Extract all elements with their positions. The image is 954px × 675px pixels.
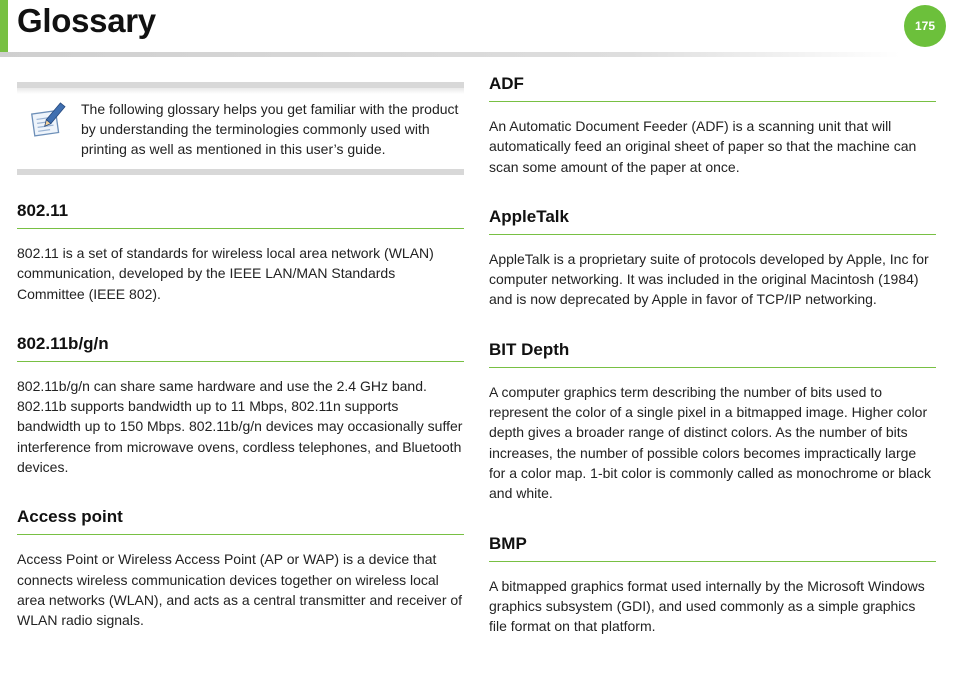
term-heading: BMP <box>489 533 936 562</box>
note-pencil-icon <box>27 100 67 140</box>
term-definition: 802.11b/g/n can share same hardware and use the 2.4 GHz band. 802.11b supports bandwidth up to 11 Mbps, 802.11n supports bandwidth up to 150 Mbps. 802.11b/g/n devices may occasionally suffer interference from microwave ovens, cordless telephones, and Bluetooth devices. <box>17 377 463 476</box>
term-definition: A bitmapped graphics format used internally by the Microsoft Windows graphics subsystem (GDI), and used commonly as a simple graphics file format on that platform. <box>489 577 925 635</box>
term-heading: Access point <box>17 506 464 535</box>
term-definition: Access Point or Wireless Access Point (AP or WAP) is a device that connects wireless communication devices together on wireless local area networks (WLAN), and acts as a central transmitter and receiver of WLAN radio signals. <box>17 551 463 629</box>
left-column <box>17 200 464 631</box>
term-definition: An Automatic Document Feeder (ADF) is a scanning unit that will automatically feed an original sheet of paper so that the machine can scan some amount of the paper at once. <box>489 118 917 175</box>
glossary-entry <box>17 506 464 630</box>
note-box <box>17 82 464 175</box>
term-heading: AppleTalk <box>489 206 936 235</box>
glossary-entry <box>17 200 464 304</box>
term-heading: 802.11 <box>17 200 464 229</box>
term-definition: A computer graphics term describing the number of bits used to represent the color of a single pixel in a bitmapped image. Higher color depth gives a broader range of distinct colors. As the number of bits increases, the number of possible colors becomes impractically large for a color map. 1-bit color is commonly called as monochrome or black and white. <box>489 383 931 502</box>
term-heading: BIT Depth <box>489 339 936 368</box>
title-accent-bar <box>0 0 8 52</box>
term-heading: ADF <box>489 73 936 102</box>
term-heading: 802.11b/g/n <box>17 333 464 362</box>
glossary-entry <box>489 73 936 177</box>
page-title: Glossary <box>17 2 156 39</box>
glossary-entry <box>17 333 464 477</box>
glossary-entry <box>489 339 936 504</box>
right-column <box>489 73 936 636</box>
term-definition: AppleTalk is a proprietary suite of protocols developed by Apple, Inc for computer networking. It was included in the original Macintosh (1984) and is now deprecated by Apple in favor of TCP/IP networking. <box>489 250 929 308</box>
page-number-badge: 175 <box>904 5 946 47</box>
note-text: The following glossary helps you get familiar with the product by understanding the terminologies commonly used with printing as well as mentioned in this user’s guide. <box>81 101 459 157</box>
title-divider <box>0 52 900 57</box>
term-definition: 802.11 is a set of standards for wireless local area network (WLAN) communication, developed by the IEEE LAN/MAN Standards Committee (IEEE 802). <box>17 245 434 302</box>
glossary-entry <box>489 206 936 310</box>
glossary-entry <box>489 533 936 637</box>
